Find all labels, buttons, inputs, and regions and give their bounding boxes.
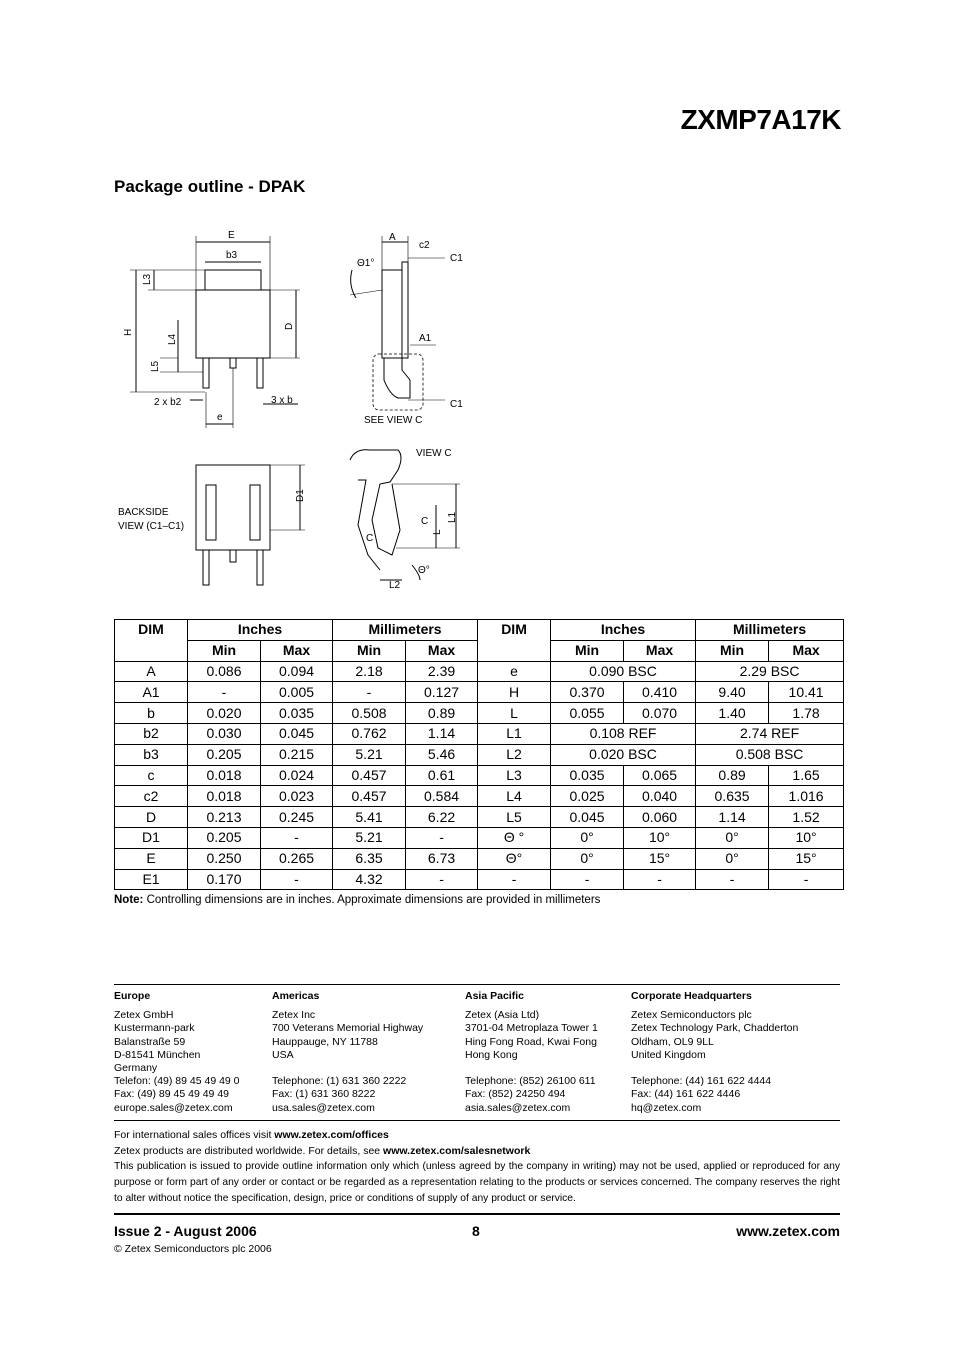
cell: -	[261, 827, 333, 848]
cell: 0.205	[188, 827, 261, 848]
office-email[interactable]: hq@zetex.com	[631, 1101, 702, 1114]
cell: 15°	[769, 848, 844, 869]
cell: 0.635	[696, 786, 769, 807]
office-email[interactable]: usa.sales@zetex.com	[272, 1101, 375, 1114]
cell: 0.370	[551, 682, 624, 703]
office-line: Zetex Inc	[272, 1009, 316, 1022]
cell: 0.055	[551, 703, 624, 724]
dimensions-table	[114, 619, 844, 890]
cell: c2	[115, 786, 188, 807]
cell: 0.024	[261, 765, 333, 786]
label-L2: L2	[389, 580, 401, 591]
label-L3: L3	[142, 273, 153, 285]
cell: b2	[115, 723, 188, 744]
label-theta: Θ°	[418, 565, 430, 576]
header-mm-left: Millimeters	[333, 620, 478, 641]
cell: 0.045	[261, 723, 333, 744]
table-row	[115, 723, 844, 744]
header-inches-left: Inches	[188, 620, 333, 641]
package-outline-drawing	[0, 0, 954, 600]
table-row	[115, 661, 844, 682]
cell: D	[115, 807, 188, 828]
label-view-c: VIEW C	[416, 448, 452, 459]
office-line: Telephone: (44) 161 622 4444	[631, 1075, 772, 1088]
cell: L1	[478, 723, 551, 744]
cell: -	[769, 869, 844, 890]
cell: 1.14	[696, 807, 769, 828]
office-asia-pacific	[465, 990, 598, 1115]
cell: H	[478, 682, 551, 703]
cell: 1.78	[769, 703, 844, 724]
cell: 0.245	[261, 807, 333, 828]
office-line: USA	[272, 1048, 294, 1061]
label-A: A	[389, 232, 396, 243]
intl-text: For international sales offices visit	[114, 1129, 275, 1141]
label-2xb2: 2 x b2	[154, 397, 182, 408]
cell: 0.094	[261, 661, 333, 682]
cell: 0.127	[406, 682, 478, 703]
cell: E	[115, 848, 188, 869]
cell: L5	[478, 807, 551, 828]
footer-copyright: © Zetex Semiconductors plc 2006	[114, 1243, 272, 1255]
cell: -	[261, 869, 333, 890]
office-line: Fax: (49) 89 45 49 49 49	[114, 1088, 229, 1101]
header-max: Max	[261, 640, 333, 661]
label-C1-bottom: C1	[450, 399, 463, 410]
cell: 4.32	[333, 869, 406, 890]
cell: 0.030	[188, 723, 261, 744]
cell: -	[624, 869, 696, 890]
header-inches-right: Inches	[551, 620, 696, 641]
label-D1: D1	[295, 489, 306, 502]
label-see-view-c: SEE VIEW C	[364, 415, 423, 426]
cell: 0.018	[188, 786, 261, 807]
office-email[interactable]: asia.sales@zetex.com	[465, 1101, 571, 1114]
label-3xb: 3 x b	[271, 395, 293, 406]
cell: 0.584	[406, 786, 478, 807]
cell: 0.020	[188, 703, 261, 724]
cell: 0.762	[333, 723, 406, 744]
office-line: Hong Kong	[465, 1048, 518, 1061]
header-mm-right: Millimeters	[696, 620, 844, 641]
cell: Θ °	[478, 827, 551, 848]
cell: 0.205	[188, 744, 261, 765]
label-c-b: C	[366, 533, 374, 544]
label-E: E	[228, 230, 235, 241]
cell: 0.005	[261, 682, 333, 703]
cell: 1.40	[696, 703, 769, 724]
cell: b3	[115, 744, 188, 765]
cell: c	[115, 765, 188, 786]
cell: b	[115, 703, 188, 724]
cell: 0.508 BSC	[696, 744, 844, 765]
cell: 0.023	[261, 786, 333, 807]
cell: E1	[115, 869, 188, 890]
cell: 10.41	[769, 682, 844, 703]
office-line: Hauppauge, NY 11788	[272, 1035, 378, 1048]
cell: 0.070	[624, 703, 696, 724]
label-L: L	[432, 529, 443, 535]
cell: 2.74 REF	[696, 723, 844, 744]
office-line: Oldham, OL9 9LL	[631, 1035, 714, 1048]
cell: 0.457	[333, 765, 406, 786]
label-L5: L5	[150, 360, 161, 372]
dist-text: Zetex products are distributed worldwide. For details, see	[114, 1145, 384, 1157]
label-theta1: Θ1°	[357, 258, 375, 269]
label-C1-top: C1	[450, 253, 463, 264]
cell: 5.41	[333, 807, 406, 828]
cell: 0.457	[333, 786, 406, 807]
cell: L	[478, 703, 551, 724]
footer-issue: Issue 2 - August 2006	[114, 1223, 257, 1239]
divider-top	[114, 984, 840, 985]
office-americas	[272, 990, 423, 1115]
cell: 2.18	[333, 661, 406, 682]
header-max: Max	[624, 640, 696, 661]
cell: e	[478, 661, 551, 682]
section-title: Package outline - DPAK	[114, 177, 306, 196]
note-text: Controlling dimensions are in inches. Approximate dimensions are provided in millimeters	[143, 894, 601, 906]
cell: -	[333, 682, 406, 703]
cell: 0.045	[551, 807, 624, 828]
cell: 1.65	[769, 765, 844, 786]
office-line	[465, 1062, 598, 1075]
cell: -	[551, 869, 624, 890]
legal-disclaimer: This publication is issued to provide outline information only which (unless agreed by the company in writing) may not be used, applied or reproduced for any purpose or form part of any order or contact or be regarded as a representation relating to the products or services concerned. The company reserves the right to alter without notice the specification, design, price or conditions of supply of any product or service.	[114, 1161, 840, 1204]
divider-middle	[114, 1120, 840, 1121]
label-D: D	[284, 322, 295, 330]
office-line: Fax: (1) 631 360 8222	[272, 1088, 376, 1101]
office-line: United Kingdom	[631, 1048, 706, 1061]
office-line: Telefon: (49) 89 45 49 49 0	[114, 1075, 240, 1088]
cell: 1.52	[769, 807, 844, 828]
cell: 0.61	[406, 765, 478, 786]
divider-bottom	[114, 1213, 840, 1215]
cell: 0.035	[261, 703, 333, 724]
cell: A	[115, 661, 188, 682]
header-max: Max	[406, 640, 478, 661]
cell: 0.035	[551, 765, 624, 786]
table-row	[115, 744, 844, 765]
office-head: Asia Pacific	[465, 990, 524, 1002]
cell: 5.21	[333, 744, 406, 765]
cell: L4	[478, 786, 551, 807]
label-c-a: C	[421, 516, 429, 527]
cell: 6.73	[406, 848, 478, 869]
cell: 10°	[624, 827, 696, 848]
office-line: Zetex GmbH	[114, 1009, 174, 1022]
cell: -	[696, 869, 769, 890]
label-b3: b3	[226, 250, 238, 261]
cell: 10°	[769, 827, 844, 848]
table-row	[115, 827, 844, 848]
office-line: Telephone: (852) 26100 611	[465, 1075, 596, 1088]
footer-url-link[interactable]: www.zetex.com	[736, 1223, 840, 1239]
cell: 9.40	[696, 682, 769, 703]
table-note	[114, 894, 600, 906]
cell: 0°	[696, 848, 769, 869]
cell: 0°	[696, 827, 769, 848]
cell: 0.025	[551, 786, 624, 807]
cell: Θ°	[478, 848, 551, 869]
table-row	[115, 869, 844, 890]
cell: 0.508	[333, 703, 406, 724]
header-dim-left: DIM	[115, 620, 188, 662]
header-dim-right: DIM	[478, 620, 551, 662]
office-line: 3701-04 Metroplaza Tower 1	[465, 1022, 598, 1035]
office-line: Balanstraße 59	[114, 1035, 186, 1048]
header-min: Min	[551, 640, 624, 661]
label-A1: A1	[419, 333, 432, 344]
footer-page-number: 8	[472, 1223, 480, 1239]
cell: 0.086	[188, 661, 261, 682]
part-number-title: ZXMP7A17K	[680, 104, 841, 135]
label-L1: L1	[447, 511, 458, 523]
cell: 0.213	[188, 807, 261, 828]
label-e: e	[217, 412, 223, 423]
table-row	[115, 703, 844, 724]
office-line: Hing Fong Road, Kwai Fong	[465, 1035, 597, 1048]
cell: 6.22	[406, 807, 478, 828]
cell: 0.89	[406, 703, 478, 724]
cell: 0.170	[188, 869, 261, 890]
cell: A1	[115, 682, 188, 703]
office-line: D-81541 München	[114, 1048, 201, 1061]
table-row	[115, 765, 844, 786]
cell: 0.410	[624, 682, 696, 703]
office-line: Zetex Technology Park, Chadderton	[631, 1022, 799, 1035]
office-europe	[114, 990, 240, 1115]
cell: 0.108 REF	[551, 723, 696, 744]
cell: 0.265	[261, 848, 333, 869]
office-line: 700 Veterans Memorial Highway	[272, 1022, 424, 1035]
label-backside-1: BACKSIDE	[118, 507, 169, 518]
office-line: Telephone: (1) 631 360 2222	[272, 1075, 407, 1088]
cell: 2.39	[406, 661, 478, 682]
cell: -	[406, 869, 478, 890]
cell: L3	[478, 765, 551, 786]
cell: -	[478, 869, 551, 890]
office-head: Corporate Headquarters	[631, 990, 752, 1002]
office-line: Zetex Semiconductors plc	[631, 1009, 752, 1022]
office-head: Europe	[114, 990, 151, 1002]
intl-offices-line	[114, 1129, 389, 1141]
header-min: Min	[188, 640, 261, 661]
office-line: Kustermann-park	[114, 1022, 195, 1035]
cell: 2.29 BSC	[696, 661, 844, 682]
office-line	[631, 1062, 798, 1075]
cell: 0.020 BSC	[551, 744, 696, 765]
office-head: Americas	[272, 990, 320, 1002]
cell: 1.14	[406, 723, 478, 744]
office-line	[272, 1062, 423, 1075]
table-row	[115, 786, 844, 807]
cell: 15°	[624, 848, 696, 869]
cell: L2	[478, 744, 551, 765]
label-L4: L4	[167, 333, 178, 345]
label-backside-2: VIEW (C1–C1)	[118, 521, 185, 532]
intl-offices-link[interactable]: www.zetex.com/offices	[274, 1129, 389, 1141]
cell: 0.090 BSC	[551, 661, 696, 682]
header-min: Min	[696, 640, 769, 661]
cell: 0°	[551, 827, 624, 848]
label-c2: c2	[419, 240, 430, 251]
office-line: Fax: (44) 161 622 4446	[631, 1088, 741, 1101]
cell: 0.250	[188, 848, 261, 869]
cell: 0.060	[624, 807, 696, 828]
header-min: Min	[333, 640, 406, 661]
header-max: Max	[769, 640, 844, 661]
table-header-row	[115, 620, 844, 641]
cell: -	[188, 682, 261, 703]
salesnetwork-link[interactable]: www.zetex.com/salesnetwork	[383, 1145, 531, 1157]
cell: 0.018	[188, 765, 261, 786]
office-line: Germany	[114, 1062, 158, 1075]
label-H: H	[123, 328, 134, 336]
cell: 5.46	[406, 744, 478, 765]
table-row	[115, 682, 844, 703]
note-label: Note:	[114, 894, 144, 906]
cell: -	[406, 827, 478, 848]
cell: 1.016	[769, 786, 844, 807]
office-line: Zetex (Asia Ltd)	[465, 1009, 540, 1022]
distribution-line	[114, 1145, 530, 1157]
cell: 6.35	[333, 848, 406, 869]
office-email[interactable]: europe.sales@zetex.com	[114, 1101, 233, 1114]
cell: 5.21	[333, 827, 406, 848]
cell: D1	[115, 827, 188, 848]
cell: 0°	[551, 848, 624, 869]
cell: 0.215	[261, 744, 333, 765]
office-line: Fax: (852) 24250 494	[465, 1088, 566, 1101]
cell: 0.065	[624, 765, 696, 786]
cell: 0.89	[696, 765, 769, 786]
cell: 0.040	[624, 786, 696, 807]
office-corporate-hq	[631, 990, 798, 1115]
table-row	[115, 807, 844, 828]
table-row	[115, 848, 844, 869]
